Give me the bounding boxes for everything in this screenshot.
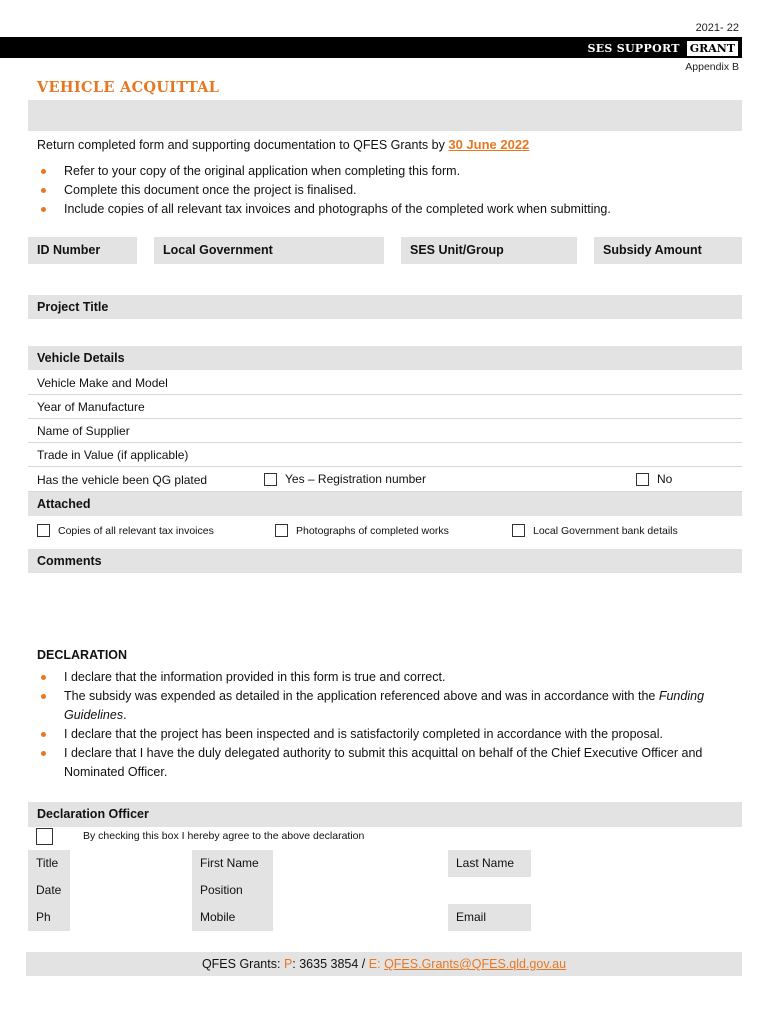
intro-text bbox=[37, 137, 529, 152]
year-label: 2021- 22 bbox=[695, 22, 739, 34]
vehicle-make-model-row[interactable]: Vehicle Make and Model bbox=[28, 371, 742, 395]
no-checkbox[interactable] bbox=[636, 473, 649, 486]
brand-logo bbox=[587, 40, 739, 56]
trade-in-row[interactable]: Trade in Value (if applicable) bbox=[28, 443, 742, 467]
bullet-icon bbox=[41, 188, 46, 193]
intro-instruction: Return completed form and supporting documentation to QFES Grants by bbox=[37, 138, 445, 152]
email-link[interactable]: QFES.Grants@QFES.qld.gov.au bbox=[384, 957, 567, 971]
bullet-icon bbox=[41, 751, 46, 756]
bullet-icon bbox=[41, 675, 46, 680]
list-item: I declare that the project has been inspected and is satisfactorily completed in accordance with the proposal. bbox=[37, 725, 737, 744]
mobile-label: Mobile bbox=[192, 904, 273, 931]
instruction-list bbox=[37, 162, 737, 219]
photos-checkbox[interactable] bbox=[275, 524, 288, 537]
list-item: Refer to your copy of the original application when completing this form. bbox=[37, 162, 737, 181]
first-name-label: First Name bbox=[192, 850, 273, 877]
attach-bank-option[interactable]: Local Government bank details bbox=[512, 524, 678, 537]
attach-invoices-option[interactable]: Copies of all relevant tax invoices bbox=[37, 524, 214, 537]
list-item: I declare that I have the duly delegated authority to submit this acquittal on behalf of the Chief Executive Officer and Nominated Officer. bbox=[37, 744, 737, 782]
attached-heading: Attached bbox=[28, 492, 742, 516]
qg-plated-label: Has the vehicle been QG plated bbox=[37, 473, 208, 487]
bank-checkbox[interactable] bbox=[512, 524, 525, 537]
bullet-icon bbox=[41, 207, 46, 212]
bullet-icon bbox=[41, 169, 46, 174]
bullet-icon bbox=[41, 732, 46, 737]
bullet-icon bbox=[41, 694, 46, 699]
ph-label: Ph bbox=[28, 904, 70, 931]
position-label: Position bbox=[192, 877, 273, 904]
ses-unit-label: SES Unit/Group bbox=[401, 237, 577, 264]
last-name-label: Last Name bbox=[448, 850, 531, 877]
declaration-title: DECLARATION bbox=[37, 648, 128, 662]
qg-no-option[interactable]: No bbox=[636, 472, 672, 486]
brand-ses-text: SES SUPPORT bbox=[587, 41, 680, 55]
list-item: Complete this document once the project is finalised. bbox=[37, 181, 737, 200]
footer-contact: QFES Grants: P: 3635 3854 / E: QFES.Grants@QFES.qld.gov.au bbox=[26, 952, 742, 976]
title-band bbox=[28, 100, 742, 131]
declaration-officer-heading: Declaration Officer bbox=[28, 802, 742, 827]
comments-field[interactable] bbox=[28, 575, 742, 635]
date-label: Date bbox=[28, 877, 70, 904]
list-item: The subsidy was expended as detailed in the application referenced above and was in accordance with the Funding Guidelines. bbox=[37, 687, 737, 725]
vehicle-details-heading: Vehicle Details bbox=[28, 346, 742, 370]
local-government-label: Local Government bbox=[154, 237, 384, 264]
invoices-checkbox[interactable] bbox=[37, 524, 50, 537]
year-of-manufacture-row[interactable]: Year of Manufacture bbox=[28, 395, 742, 419]
supplier-row[interactable]: Name of Supplier bbox=[28, 419, 742, 443]
declaration-list bbox=[37, 668, 737, 782]
list-item: Include copies of all relevant tax invoices and photographs of the completed work when submitting. bbox=[37, 200, 737, 219]
brand-grant-text: GRANT bbox=[686, 40, 739, 57]
email-label: Email bbox=[448, 904, 531, 931]
subsidy-amount-label: Subsidy Amount bbox=[594, 237, 742, 264]
appendix-label: Appendix B bbox=[685, 61, 739, 73]
attach-photos-option[interactable]: Photographs of completed works bbox=[275, 524, 449, 537]
agree-label: By checking this box I hereby agree to the above declaration bbox=[83, 830, 365, 842]
project-title-label: Project Title bbox=[28, 295, 742, 319]
qg-yes-option[interactable]: Yes – Registration number bbox=[264, 472, 426, 486]
yes-checkbox[interactable] bbox=[264, 473, 277, 486]
id-number-label: ID Number bbox=[28, 237, 137, 264]
title-label: Title bbox=[28, 850, 70, 877]
comments-label: Comments bbox=[28, 549, 742, 573]
list-item: I declare that the information provided in this form is true and correct. bbox=[37, 668, 737, 687]
agree-checkbox[interactable] bbox=[36, 828, 53, 845]
due-date: 30 June 2022 bbox=[448, 137, 530, 152]
form-title: VEHICLE ACQUITTAL bbox=[37, 79, 220, 96]
